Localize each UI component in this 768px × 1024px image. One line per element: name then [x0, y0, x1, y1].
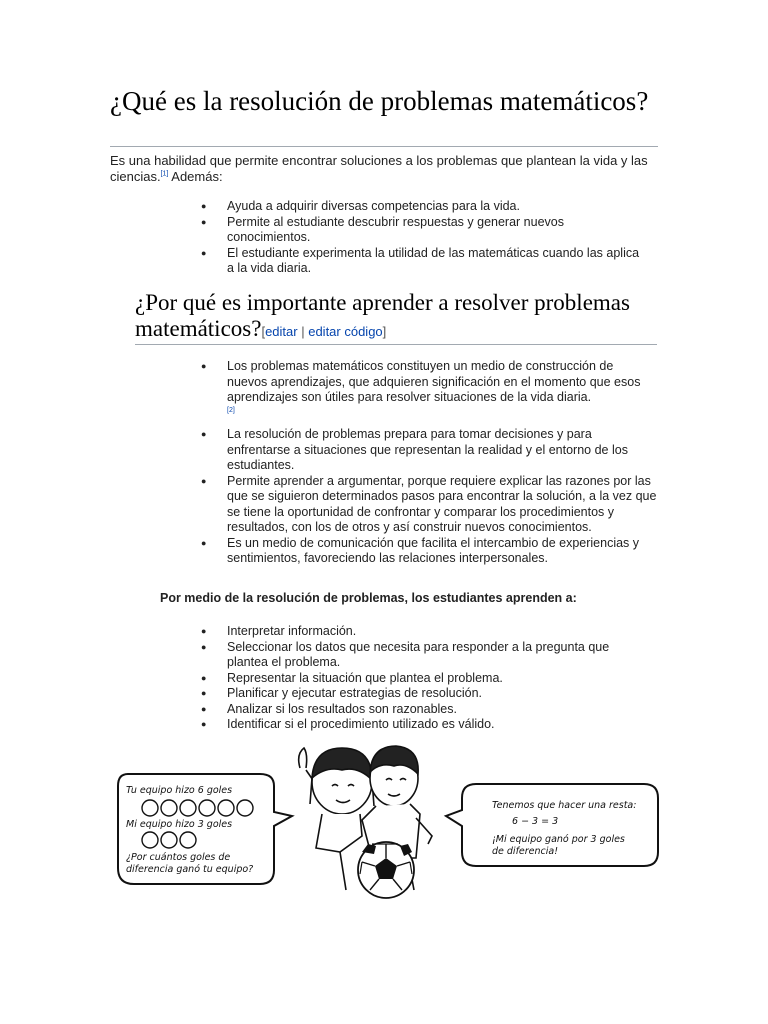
- edit-separator: |: [297, 324, 309, 339]
- left-bubble-line3: ¿Por cuántos goles de: [126, 852, 231, 863]
- list-item: [201, 701, 647, 718]
- bullet-icon: ●: [201, 201, 207, 211]
- list-item-text: El estudiante experimenta la utilidad de las matemáticas cuando las aplica a la vida diaria.: [227, 245, 640, 275]
- team-goal-circle: [237, 800, 253, 816]
- list-item: [201, 535, 657, 567]
- list-item: [201, 717, 647, 733]
- list-item-text: Permite aprender a argumentar, porque requiere explicar las razones por las que se siguieron determinados pasos para encontrar la solución, a la vez que se tiene la oportunidad de confrontar y comparar los procedimientos y resultados, con los de otros y así construir nuevos conocimientos.: [227, 473, 657, 534]
- team-goal-circle: [161, 800, 177, 816]
- soccer-illustration: [110, 740, 662, 900]
- reference-link-2[interactable]: [2]: [227, 406, 235, 414]
- list-item-text: Planificar y ejecutar estrategias de resolución.: [227, 686, 482, 700]
- list-item-text: Representar la situación que plantea el problema.: [227, 670, 503, 685]
- list-item-text: Es un medio de comunicación que facilita el intercambio de experiencias y sentimientos, favoreciendo las relaciones interpersonales.: [227, 535, 640, 565]
- bullet-icon: ●: [201, 247, 207, 258]
- intro-text-after: Además:: [168, 169, 223, 184]
- list-item: [201, 639, 647, 671]
- right-bubble-line3: ¡Mi equipo ganó por 3 goles: [492, 834, 625, 845]
- page-title: ¿Qué es la resolución de problemas matemáticos?: [110, 86, 649, 116]
- list-item-text: Identificar si el procedimiento utilizado es válido.: [227, 717, 495, 731]
- bullet-icon: ●: [201, 719, 207, 729]
- edit-link[interactable]: editar: [265, 324, 298, 339]
- reference-link-1[interactable]: [1]: [160, 170, 169, 178]
- left-bubble-line4: diferencia ganó tu equipo?: [126, 864, 254, 875]
- list-item: [201, 214, 647, 246]
- title-divider: [110, 146, 658, 147]
- my-goals-circles: [142, 832, 196, 848]
- section-heading: [135, 290, 657, 345]
- benefits-list: [201, 199, 647, 277]
- list-item-text: Analizar si los resultados son razonables.: [227, 701, 457, 716]
- section-heading-text: ¿Por qué es importante aprender a resolver problemas matemáticos?: [135, 290, 630, 341]
- list-item: [201, 199, 647, 215]
- bullet-icon: ●: [201, 626, 207, 636]
- edit-links: [261, 324, 386, 339]
- bullet-icon: ●: [201, 641, 207, 652]
- bullet-icon: ●: [201, 475, 207, 486]
- left-bubble-line1: Tu equipo hizo 6 goles: [126, 785, 233, 796]
- list-item: [201, 624, 647, 640]
- soccer-ball-icon: [358, 842, 414, 898]
- list-item-text: Interpretar información.: [227, 624, 357, 638]
- team-goal-circle: [142, 800, 158, 816]
- bullet-icon: ●: [201, 703, 207, 714]
- my-goal-circle: [180, 832, 196, 848]
- my-goal-circle: [161, 832, 177, 848]
- my-goal-circle: [142, 832, 158, 848]
- edit-source-link[interactable]: editar código: [308, 324, 383, 339]
- edit-bracket-open: [: [261, 324, 266, 339]
- team-goal-circle: [199, 800, 215, 816]
- intro-paragraph: [110, 153, 662, 185]
- bullet-icon: ●: [201, 429, 207, 439]
- right-bubble-line1: Tenemos que hacer una resta:: [492, 800, 637, 811]
- left-bubble-line2: Mi equipo hizo 3 goles: [126, 819, 233, 830]
- list-item: [201, 670, 647, 687]
- bullet-icon: ●: [201, 361, 207, 371]
- list-item-text: La resolución de problemas prepara para tomar decisiones y para enfrentarse a situaciones que representan la realidad y el entorno de los estudiantes.: [227, 427, 628, 472]
- list-item: [201, 686, 647, 702]
- team-goal-circle: [218, 800, 234, 816]
- list-item: [201, 245, 647, 277]
- list-item-text: Ayuda a adquirir diversas competencias para la vida.: [227, 199, 520, 213]
- edit-bracket-close: ]: [382, 324, 387, 339]
- bullet-icon: ●: [201, 688, 207, 698]
- bullet-icon: ●: [201, 672, 207, 683]
- team-goal-circle: [180, 800, 196, 816]
- learning-subheading: Por medio de la resolución de problemas, los estudiantes aprenden a:: [160, 591, 577, 605]
- right-bubble-line4: de diferencia!: [492, 846, 559, 857]
- intro-text: Es una habilidad que permite encontrar soluciones a los problemas que plantean la vida y las ciencias.: [110, 153, 648, 184]
- list-item: [201, 427, 657, 474]
- importance-list: [201, 359, 657, 567]
- skills-list: [201, 624, 647, 733]
- list-item: [201, 359, 657, 421]
- bullet-icon: ●: [201, 216, 207, 227]
- right-bubble-equation: 6 − 3 = 3: [512, 816, 559, 827]
- list-item-text: Permite al estudiante descubrir respuestas y generar nuevos conocimientos.: [227, 214, 564, 244]
- list-item-text: Seleccionar los datos que necesita para responder a la pregunta que plantea el problema.: [227, 639, 610, 669]
- list-item: [201, 473, 657, 536]
- bullet-icon: ●: [201, 537, 207, 548]
- list-item-text: Los problemas matemáticos constituyen un medio de construcción de nuevos aprendizajes, que adquieren significación en el momento que esos aprendizajes son útiles para resolver situaciones de la vida diaria.: [227, 359, 641, 404]
- section-divider: [135, 344, 657, 345]
